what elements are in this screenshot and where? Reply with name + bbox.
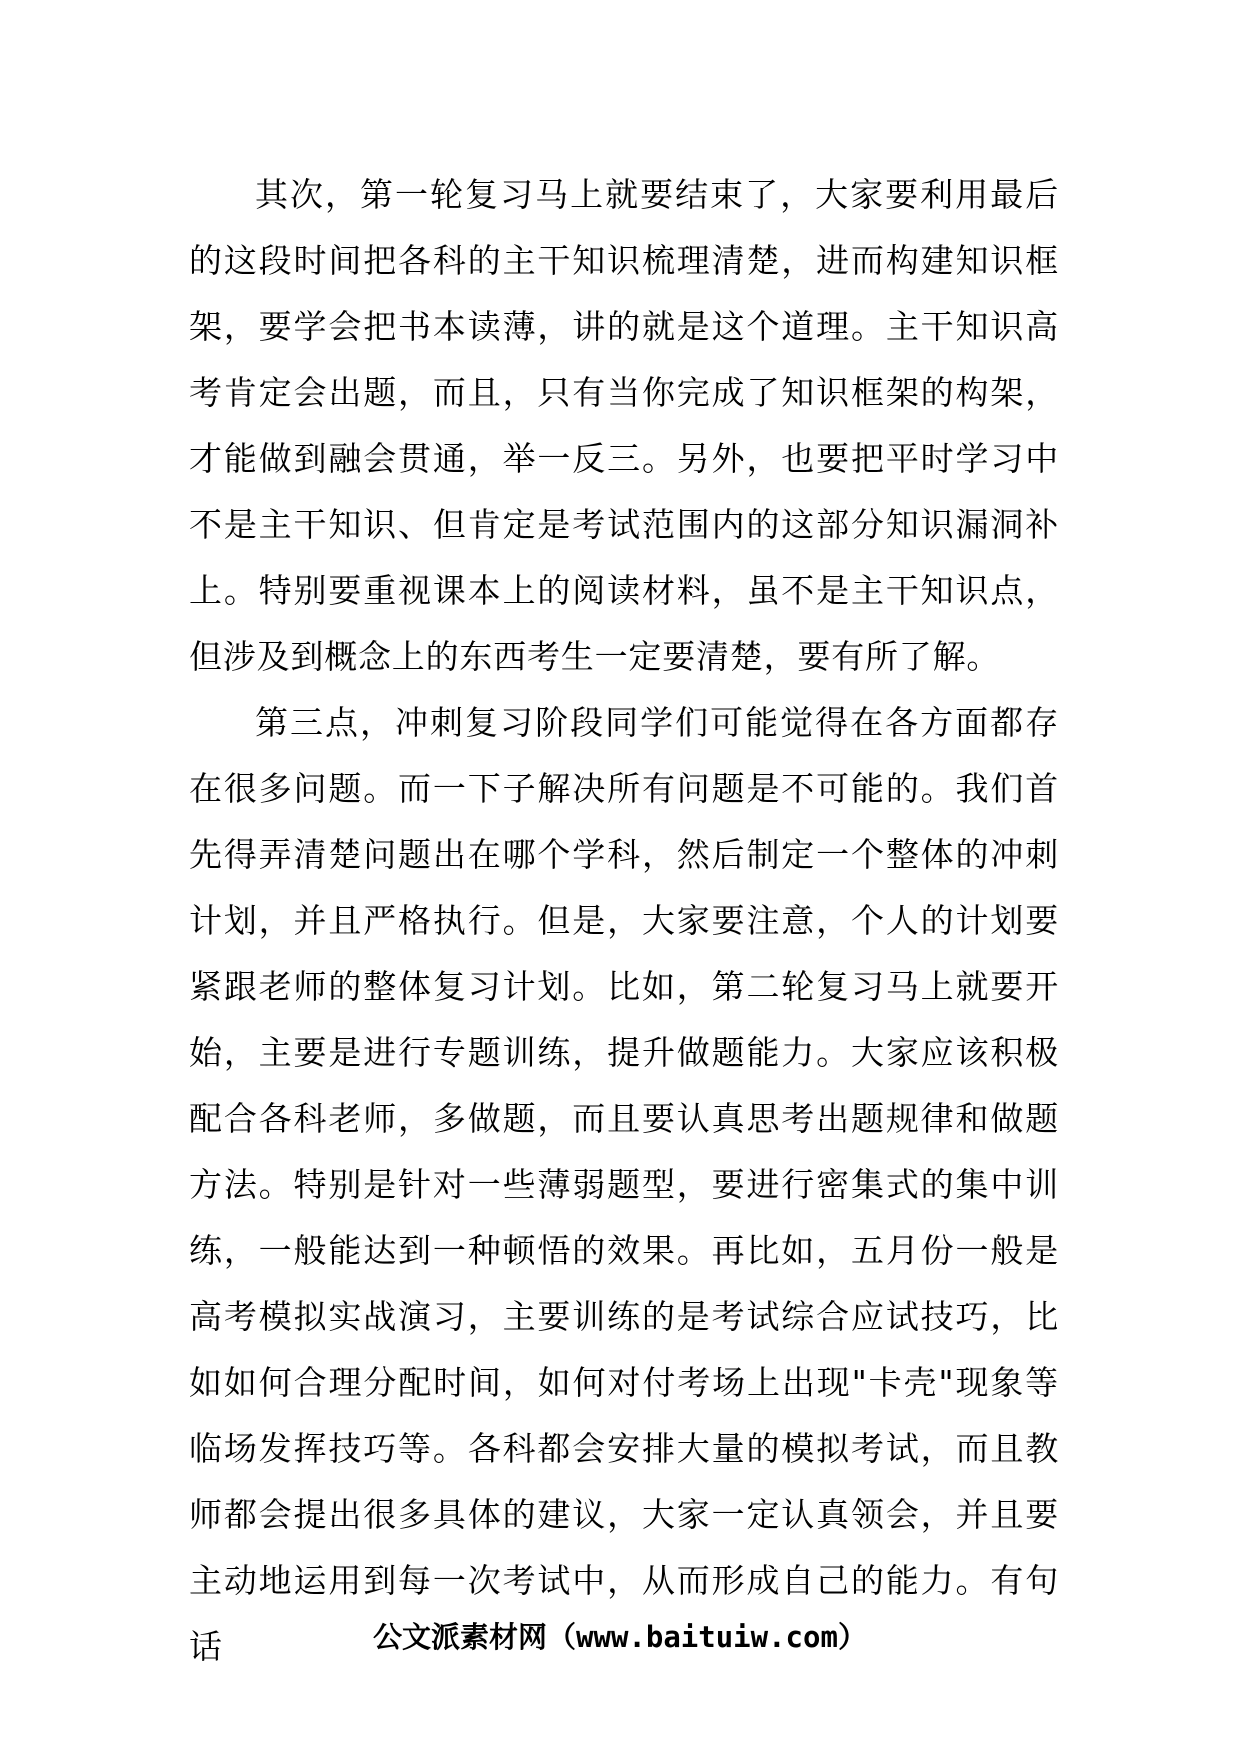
document-body <box>189 162 1059 1680</box>
paragraph-sprint-plan: 第三点，冲刺复习阶段同学们可能觉得在各方面都存在很多问题。而一下子解决所有问题是不可能的。我们首先得弄清楚问题出在哪个学科，然后制定一个整体的冲刺计划，并且严格执行。但是，大家要注意，个人的计划要紧跟老师的整体复习计划。比如，第二轮复习马上就要开始，主要是进行专题训练，提升做题能力。大家应该积极配合各科老师，多做题，而且要认真思考出题规律和做题方法。特别是针对一些薄弱题型，要进行密集式的集中训练，一般能达到一种顿悟的效果。再比如，五月份一般是高考模拟实战演习，主要训练的是考试综合应试技巧，比如如何合理分配时间，如何对付考场上出现"卡壳"现象等临场发挥技巧等。各科都会安排大量的模拟考试，而且教师都会提出很多具体的建议，大家一定认真领会，并且要主动地运用到每一次考试中，从而形成自己的能力。有句话 <box>189 703 1059 1666</box>
paragraph-review-framework: 其次，第一轮复习马上就要结束了，大家要利用最后的这段时间把各科的主干知识梳理清楚，进而构建知识框架，要学会把书本读薄，讲的就是这个道理。主干知识高考肯定会出题，而且，只有当你完成了知识框架的构架，才能做到融会贯通，举一反三。另外，也要把平时学习中不是主干知识、但肯定是考试范围内的这部分知识漏洞补上。特别要重视课本上的阅读材料，虽不是主干知识点，但涉及到概念上的东西考生一定要清楚，要有所了解。 <box>189 175 1059 676</box>
footer-watermark: 公文派素材网（www.baituiw.com） <box>373 1620 867 1654</box>
